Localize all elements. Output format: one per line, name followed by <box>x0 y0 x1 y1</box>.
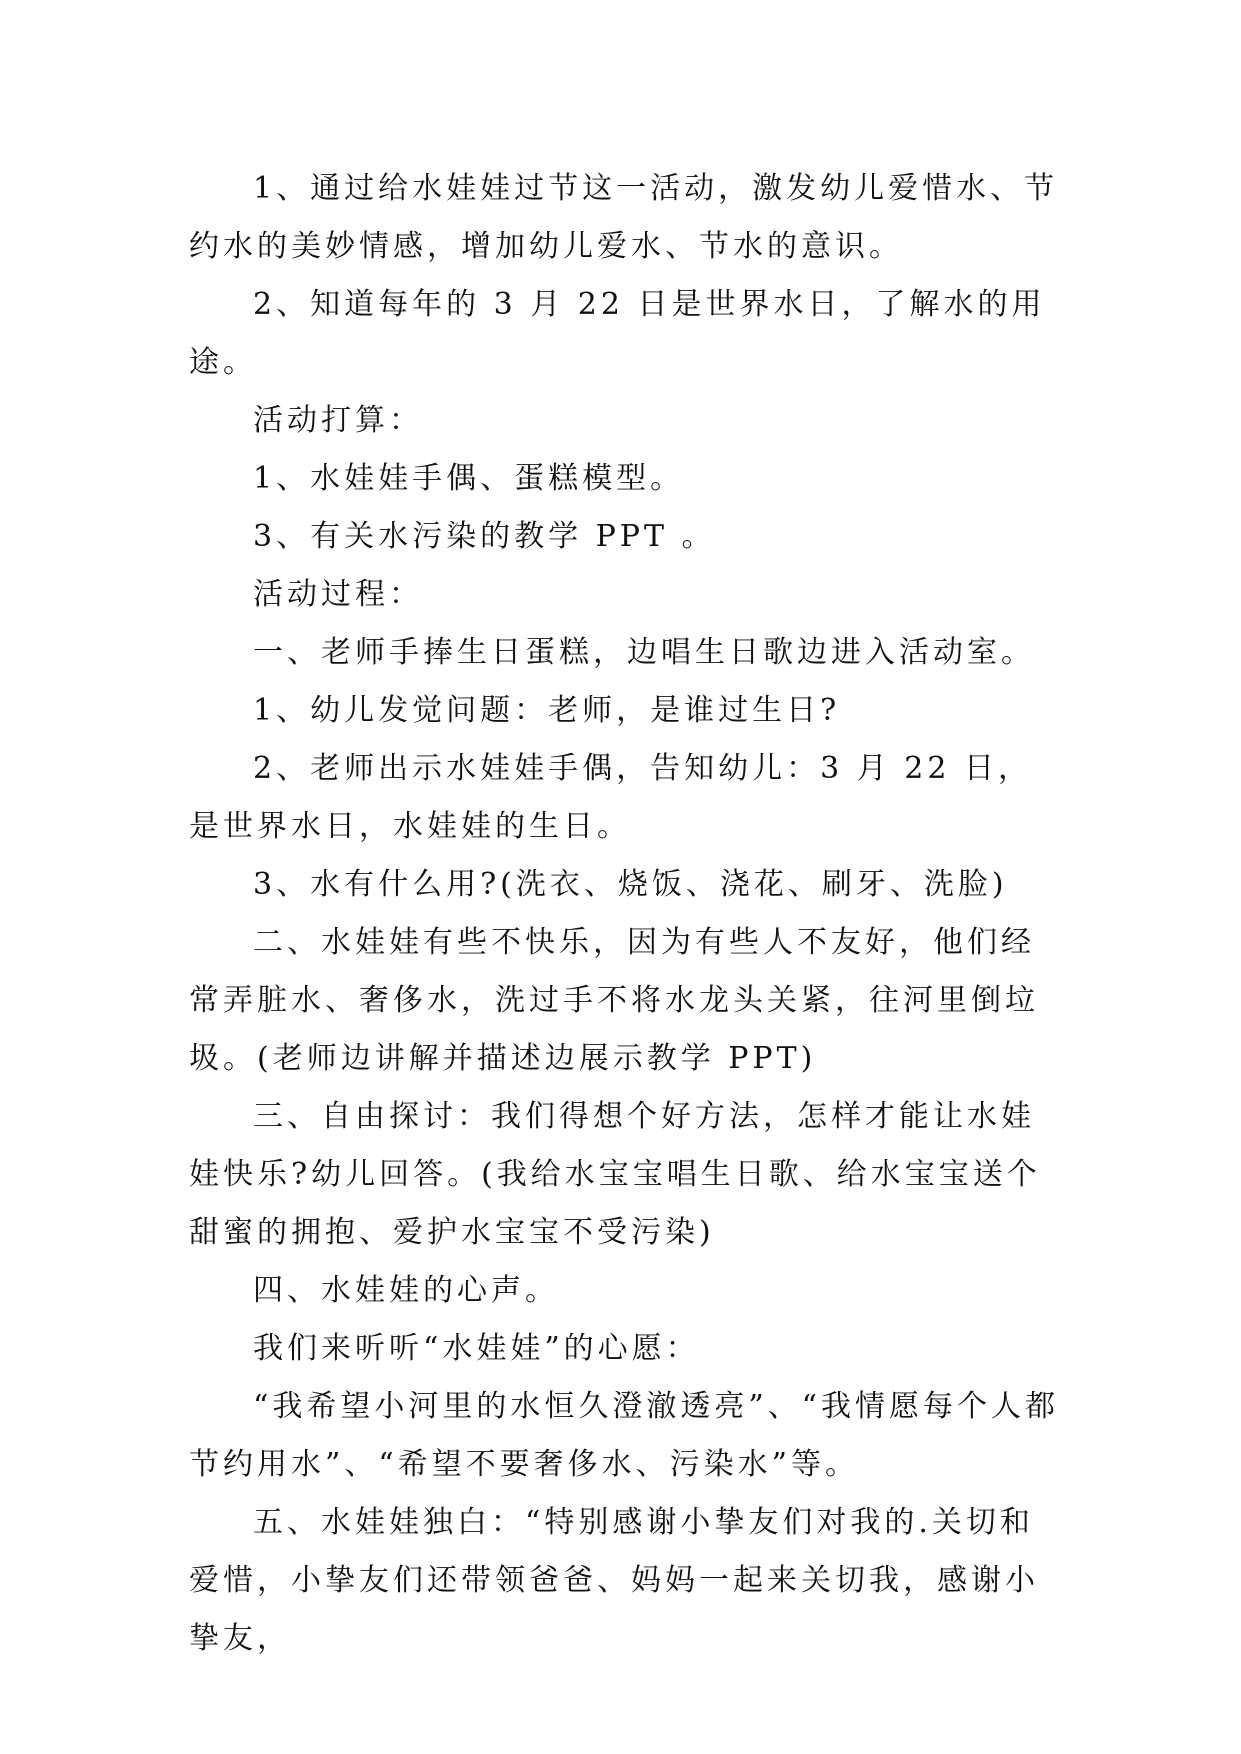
paragraph-step-2: 二、水娃娃有些不快乐，因为有些人不友好，他们经常弄脏水、奢侈水，洗过手不将水龙头关紧，往河里倒垃圾。(老师边讲解并描述边展示教学 PPT) <box>189 925 1039 1076</box>
paragraph-step-1-2: 2、老师出示水娃娃手偶，告知幼儿：3 月 22 日，是世界水日，水娃娃的生日。 <box>189 751 1032 844</box>
paragraph-prep-3: 3、有关水污染的教学 PPT 。 <box>253 519 716 554</box>
paragraph-step-1-1: 1、幼儿发觉问题：老师，是谁过生日? <box>253 693 841 728</box>
paragraph-step-1: 一、老师手捧生日蛋糕，边唱生日歌边进入活动室。 <box>253 635 1035 670</box>
heading-activity-process: 活动过程： <box>253 577 423 612</box>
heading-activity-preparation: 活动打算： <box>253 403 423 438</box>
paragraph-goal-1: 1、通过给水娃娃过节这一活动，激发幼儿爱惜水、节约水的美妙情感，增加幼儿爱水、节水的意识。 <box>189 171 1059 264</box>
paragraph-step-1-3: 3、水有什么用?(洗衣、烧饭、浇花、刷牙、洗脸) <box>253 867 1008 902</box>
paragraph-step-3: 三、自由探讨：我们得想个好方法，怎样才能让水娃娃快乐?幼儿回答。(我给水宝宝唱生日歌、给水宝宝送个甜蜜的拥抱、爱护水宝宝不受污染) <box>189 1099 1041 1250</box>
paragraph-prep-1: 1、水娃娃手偶、蛋糕模型。 <box>253 461 685 496</box>
paragraph-step-4-intro: 我们来听听“水娃娃”的心愿： <box>253 1331 700 1366</box>
paragraph-step-4-wishes: “我希望小河里的水恒久澄澈透亮”、“我情愿每个人都节约用水”、“希望不要奢侈水、污染水”等。 <box>189 1389 1060 1482</box>
document-body <box>189 160 1059 1668</box>
paragraph-goal-2: 2、知道每年的 3 月 22 日是世界水日，了解水的用途。 <box>189 287 1046 380</box>
paragraph-step-5: 五、水娃娃独白：“特别感谢小挚友们对我的.关切和爱惜，小挚友们还带领爸爸、妈妈一起来关切我，感谢小挚友， <box>189 1505 1039 1656</box>
paragraph-step-4: 四、水娃娃的心声。 <box>253 1273 559 1308</box>
